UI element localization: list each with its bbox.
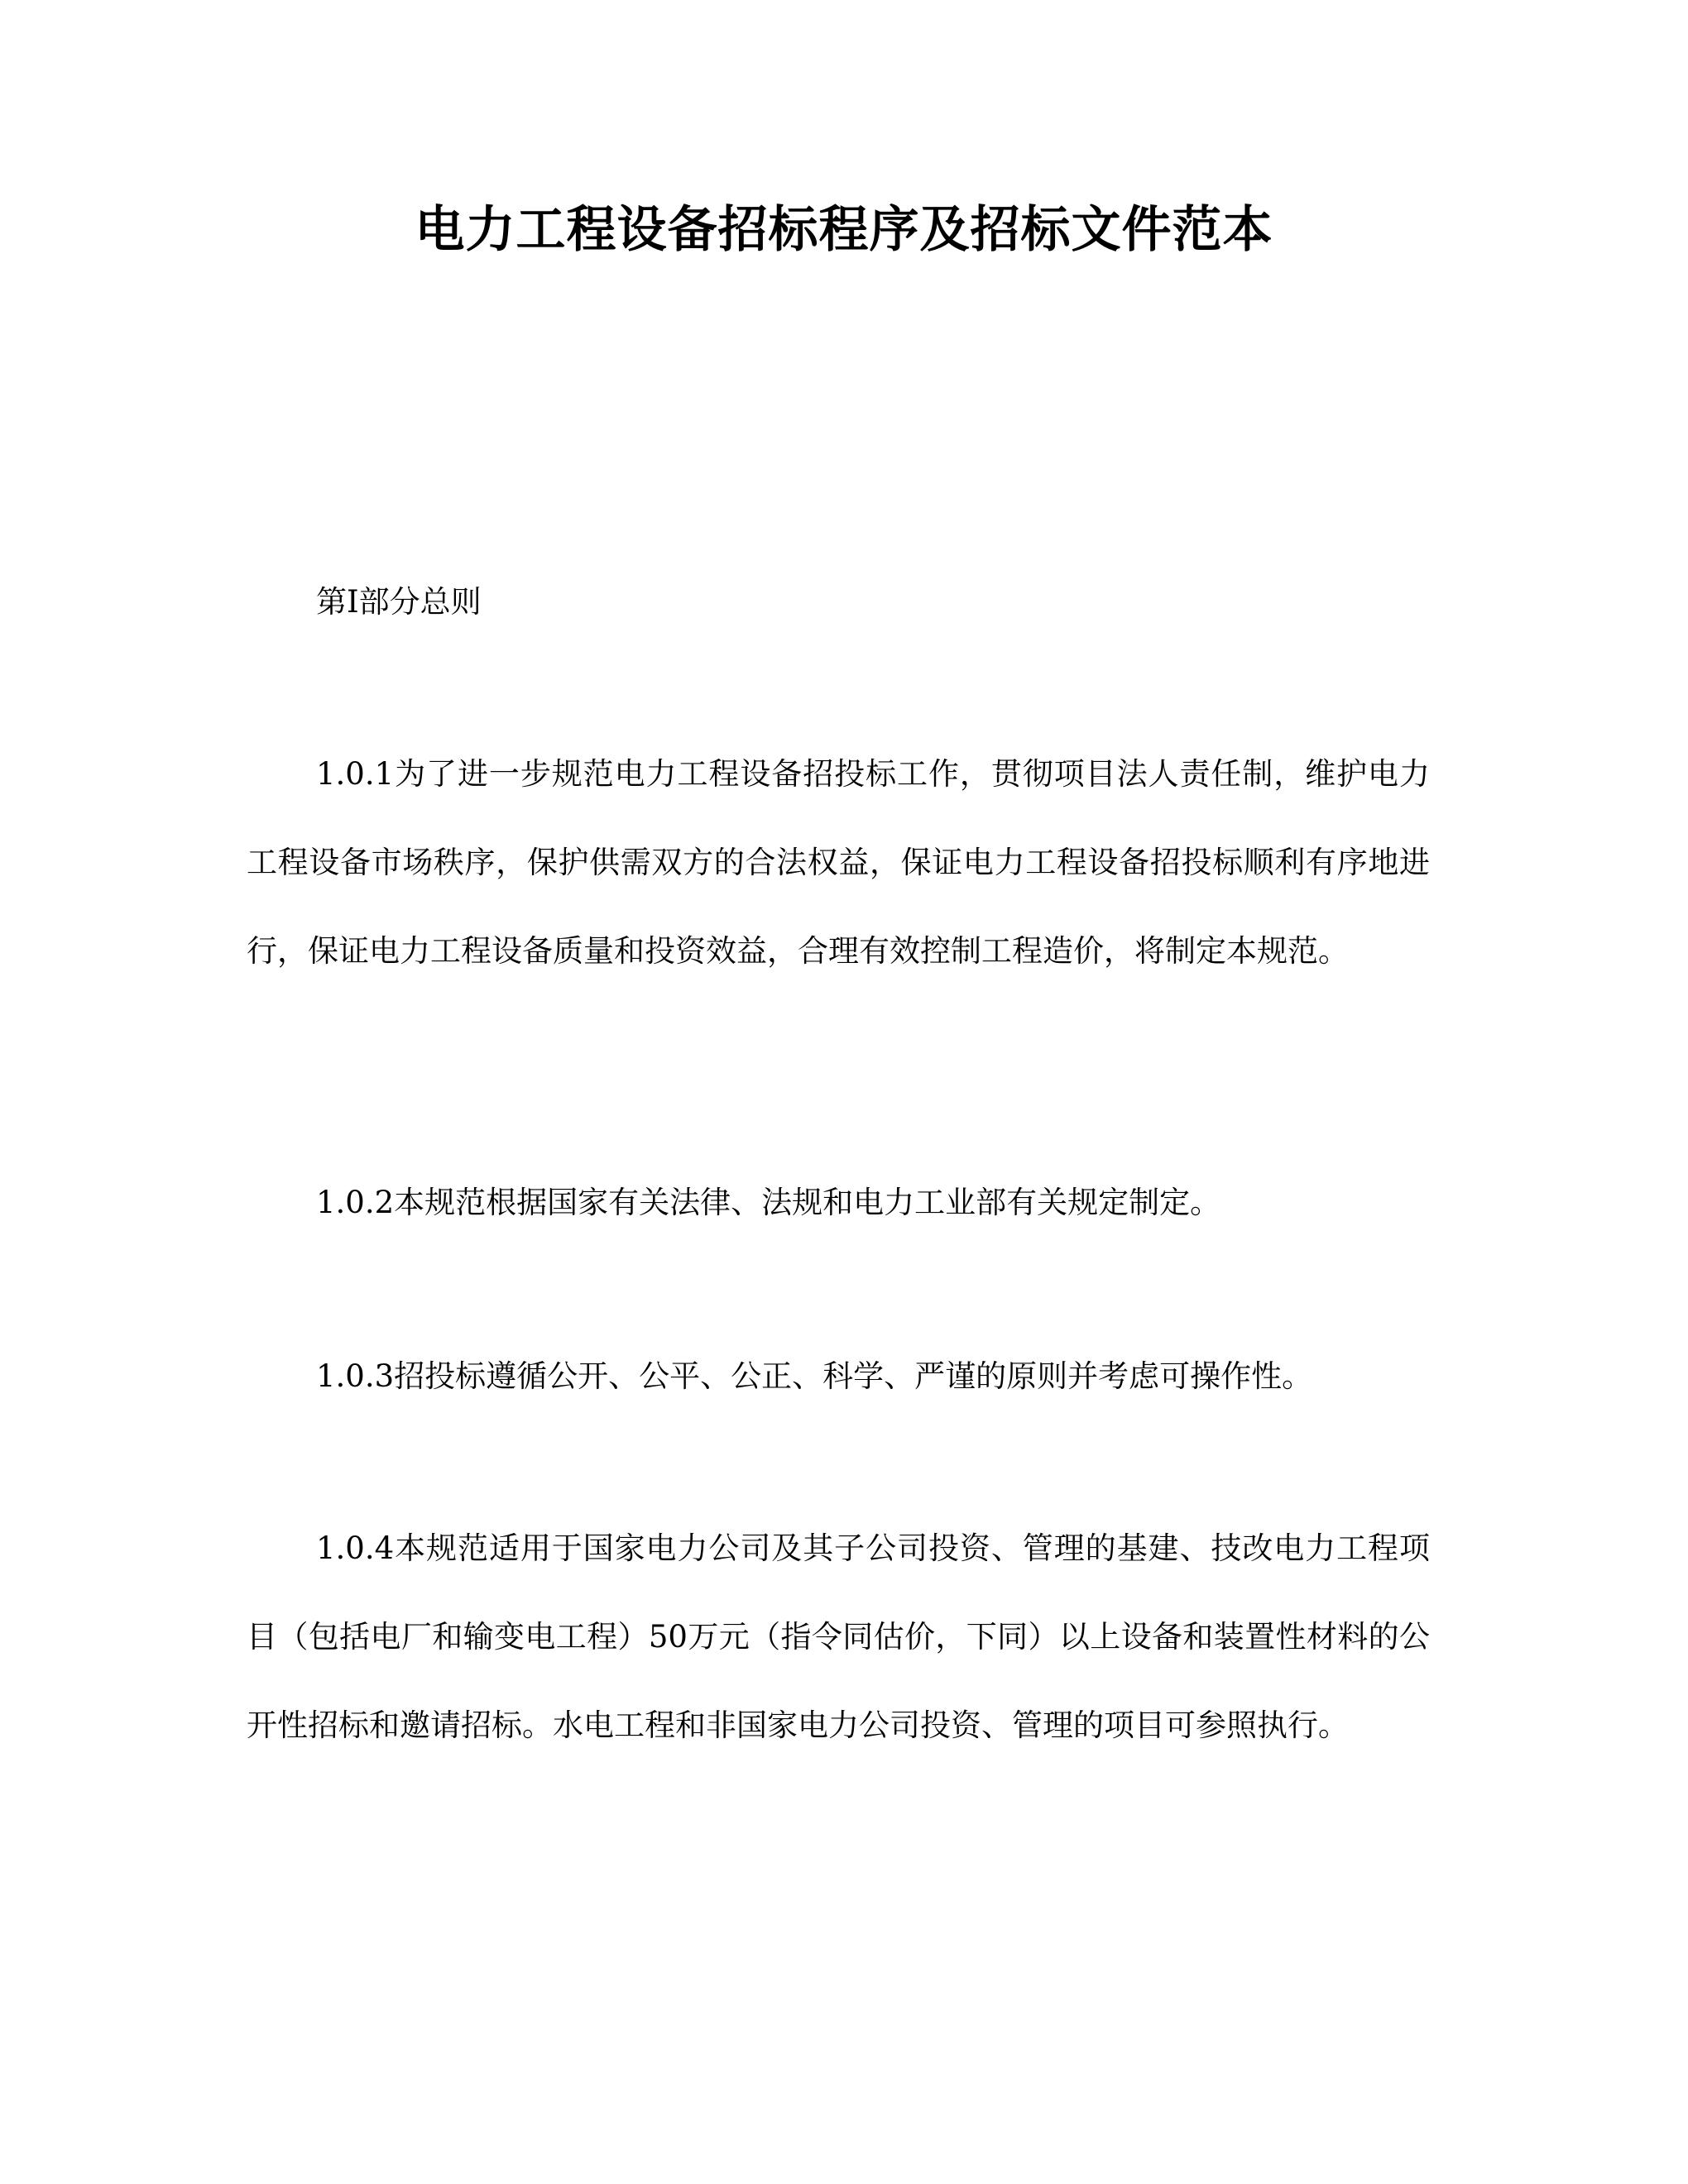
paragraph-1-0-3: 1.0.3招投标遵循公开、公平、公正、科学、严谨的原则并考虑可操作性。 (316, 1358, 1313, 1394)
section-heading: 第I部分总则 (316, 584, 482, 620)
paragraph-1-0-2: 1.0.2本规范根据国家有关法律、法规和电力工业部有关规定制定。 (316, 1185, 1221, 1220)
document-title: 电力工程设备招标程序及招标文件范本 (415, 201, 1273, 259)
paragraph-1-0-4: 1.0.4本规范适用于国家电力公司及其子公司投资、管理的基建、技改电力工程项目（包括电厂和输变电工程）50万元（指令同估价，下同）以上设备和装置性材料的公开性招标和邀请招标。水电工程和非国家电力公司投资、管理的项目可参照执行。 (247, 1530, 1430, 1743)
paragraph-1-0-1: 1.0.1为了进一步规范电力工程设备招投标工作，贯彻项目法人责任制，维护电力工程设备市场秩序，保护供需双方的合法权益，保证电力工程设备招投标顺利有序地进行，保证电力工程设备质量和投资效益，合理有效控制工程造价，将制定本规范。 (247, 756, 1430, 969)
